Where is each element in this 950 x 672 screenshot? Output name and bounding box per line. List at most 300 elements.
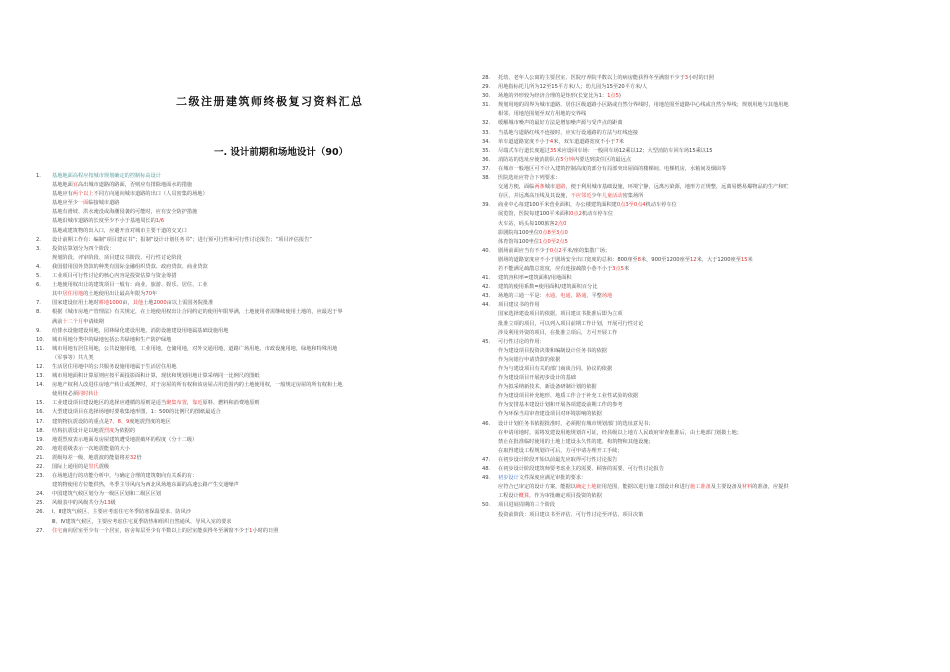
item-text: [498, 447, 922, 456]
item-text: [498, 165, 922, 174]
section-heading: 一. 设计前期和场地设计（90）: [214, 147, 349, 158]
highlighted-text: 35: [549, 147, 557, 154]
item-number: 4.: [36, 263, 41, 270]
item-number: 27.: [36, 527, 45, 534]
text-segment: 规划用地的周界为城市道路、居住区级道路小区路或自然分界线时，用地范围至道路中心线或自然分界线；规划用地与其他用地: [498, 102, 789, 109]
text-segment: 米: [747, 256, 753, 263]
highlighted-text: 耕地1000: [98, 300, 123, 307]
item-text: [498, 320, 922, 329]
text-segment: 、平整: [586, 293, 602, 300]
text-segment: 基地应有: [52, 191, 73, 198]
text-segment: 中国建筑气候区划分为一级区区划和二级区区划: [52, 491, 161, 498]
item-text: [498, 220, 922, 229]
item-text: [498, 347, 922, 356]
text-segment: 禁止在批准临时使用的土地上建设永久性的建、构筑物和其他设施；: [498, 438, 654, 445]
item-text: [498, 174, 922, 183]
text-segment: 基地有滑坡、洪水淹没或海潮侵袭的可能时，应有安全防护措施: [52, 209, 198, 216]
item-number: 12.: [36, 363, 45, 370]
text-segment: 基地沿城市道路的长度至少不小于基地周长的: [52, 218, 156, 225]
list-item: [482, 456, 922, 465]
text-segment: 米，大于1200座至: [696, 256, 741, 263]
list-item: [482, 247, 922, 256]
text-segment: 商业中心每建100平米营业面积，办公楼建筑面积建: [498, 202, 617, 209]
text-segment: 小时的日照: [688, 75, 715, 81]
item-text: [52, 518, 468, 527]
item-text: [498, 511, 922, 520]
highlighted-text: 住宅: [52, 527, 63, 534]
list-item: [482, 119, 922, 128]
highlighted-text: 5分钟: [560, 156, 574, 163]
item-number: 2.: [36, 236, 41, 243]
list-item: [482, 220, 922, 229]
list-item: [482, 83, 922, 92]
list-item: [482, 420, 922, 429]
item-text: [52, 463, 468, 472]
highlighted-text: 0点8至3点0: [539, 229, 568, 236]
text-segment: 震级: [98, 464, 110, 470]
list-item: [482, 274, 922, 283]
list-item: [36, 318, 468, 327]
highlighted-text: 2000: [153, 300, 167, 307]
text-segment: 基地应至少: [52, 200, 78, 207]
text-segment: 城市用地分类中的绿地包括公共绿地和生产防护绿地: [52, 336, 172, 343]
item-text: [52, 227, 468, 236]
list-item: [36, 299, 468, 308]
text-segment: 作为建设项目补充地形、地质工作合于补充工业性试验的依据: [498, 393, 639, 400]
text-segment: 场地的三通一平是：: [498, 293, 545, 300]
item-text: [498, 256, 922, 265]
highlighted-text: 水通: [544, 293, 556, 300]
text-segment: 项目进展周期的三个阶段: [498, 502, 556, 509]
list-item: [36, 463, 468, 472]
item-number: 10.: [36, 336, 45, 343]
text-segment: 剧场的道路宽度应不小于剧场安全出口宽度的总和：800座至: [498, 256, 638, 263]
highlighted-text: 7: [615, 138, 619, 145]
item-text: [498, 274, 922, 283]
text-segment: 土地: [143, 300, 154, 307]
item-number: 20.: [36, 445, 45, 452]
item-text: [498, 92, 922, 101]
text-segment: 震级每差一级，地震波的能量将差: [52, 454, 130, 461]
item-text: [498, 229, 922, 238]
highlighted-text: 初步设计: [498, 475, 519, 482]
list-item: [482, 156, 922, 165]
item-number: 45.: [482, 338, 491, 345]
item-text: [498, 329, 922, 338]
highlighted-text: 儿童活动: [601, 193, 623, 200]
highlighted-text: 1点5: [607, 93, 619, 100]
item-text: [498, 238, 922, 247]
item-number: 48.: [482, 466, 491, 473]
item-text: [52, 408, 468, 417]
text-segment: 米，双车道道路宽度不小于: [553, 138, 616, 145]
highlighted-text: 道路: [555, 184, 566, 191]
item-number: 22.: [36, 464, 45, 470]
text-segment: 级: [110, 500, 116, 507]
list-item: [482, 256, 922, 265]
item-text: [52, 181, 468, 190]
text-segment: 密集场所: [622, 193, 644, 200]
list-item: [482, 374, 922, 383]
item-text: [498, 483, 922, 492]
right-item-list: [482, 74, 922, 520]
item-text: [52, 190, 468, 199]
text-segment: 展览馆，医院每建100平米面积: [498, 211, 571, 218]
list-item: [36, 290, 468, 299]
item-text: [52, 472, 468, 481]
list-item: [36, 408, 468, 417]
item-number: 13.: [36, 373, 45, 380]
text-segment: 国际上通用的是: [52, 464, 89, 470]
text-segment: 设计计划任务书依据批准时，必须附有城市规划部门的选址意见书；: [498, 420, 654, 427]
text-segment: 大型建设项目在选择场地时要收集地形图，1：500的比例尺的图纸最适合: [52, 409, 221, 416]
item-number: 26.: [36, 509, 45, 516]
list-item: [36, 481, 468, 490]
item-number: 37.: [482, 165, 491, 172]
item-text: [52, 445, 468, 454]
text-segment: 申请续期: [83, 318, 104, 325]
highlighted-text: 15: [740, 256, 748, 263]
item-text: [498, 301, 922, 310]
text-segment: 场地的外形较为经济合理的是矩形(长宽比为1：: [498, 93, 608, 100]
text-segment: 高出城市道路的路面，否则应有排除地面水的措施: [77, 182, 193, 189]
item-number: 41.: [482, 275, 491, 282]
highlighted-text: 1点0至2点5: [539, 238, 568, 245]
list-item: [36, 263, 468, 272]
text-segment: 、: [555, 293, 561, 300]
text-segment: 规划阶段、评审阶段、项目建议书阶段、可行性讨论阶段: [52, 254, 182, 261]
item-number: 31.: [482, 102, 491, 109]
highlighted-text: 宜: [72, 182, 78, 189]
list-item: [482, 401, 922, 410]
list-item: [482, 320, 922, 329]
list-item: [36, 199, 468, 208]
text-segment: 的准备，应提供: [752, 484, 789, 491]
list-item: [36, 308, 468, 317]
highlighted-text: 电通: [560, 293, 571, 300]
item-text: [498, 383, 922, 392]
text-segment: 的土地使用出让最高年限为: [83, 291, 146, 298]
item-text: [498, 310, 922, 319]
text-segment: 在城市一般地区可不计入建筑控制高度的部分有局部突出屋面的楼梯间、电梯机房，水箱间及烟囱等: [498, 165, 727, 172]
text-segment: 可行性讨论的作用：: [498, 338, 545, 345]
list-item: [36, 327, 468, 336]
text-segment: 倍: [136, 454, 142, 461]
list-item: [36, 454, 468, 463]
text-segment: 及主要设备及: [710, 484, 742, 491]
text-segment: 在场地进行的功能分析中，与确定合理的建筑朝向有关系的有：: [52, 473, 198, 480]
item-text: [498, 292, 922, 301]
text-segment: 原料、燃料和消费地原则: [202, 400, 260, 407]
list-item: [36, 390, 468, 399]
item-text: [498, 410, 922, 419]
list-item: [36, 508, 468, 517]
item-number: 23.: [36, 473, 45, 480]
list-item: [36, 418, 468, 427]
item-text: [52, 299, 468, 308]
item-text: [498, 110, 922, 119]
item-number: 14.: [36, 382, 45, 389]
text-segment: 小时的日照: [252, 527, 279, 534]
list-item: [482, 229, 922, 238]
item-text: [52, 336, 468, 345]
text-segment: 建筑容积率=建筑面积/用地面积: [498, 275, 572, 282]
text-segment: 城市用地有居住用地，公共设施用地，工业用地，仓储用地，对外交通用地，道路广场用地，市政设施用地，绿地和特殊用地: [52, 345, 338, 352]
text-segment: 根据《城市房地产管理法》有关规定，在土地使用权出让合同约定的使用年限界满，土地使用者需继续使用土地的，应最迟于界: [52, 309, 343, 316]
text-segment: 米: [623, 265, 630, 272]
list-item: [482, 110, 922, 119]
text-segment: 建筑物抗震设防的重点是: [52, 418, 110, 425]
text-segment: 土地使用权出让的建筑项目一般有：商业、旅游、娱乐、居住、工业: [52, 282, 208, 289]
text-segment: 在初步设计阶段开始以前最先应取得可行性讨论报告: [498, 456, 618, 463]
item-text: [52, 372, 468, 381]
item-text: [52, 345, 468, 354]
text-segment: 作为建设项目开展初步设计的基础: [498, 375, 576, 382]
highlighted-text: 两个以上: [72, 191, 94, 198]
highlighted-text: 一面: [77, 200, 89, 207]
item-number: 49.: [482, 475, 491, 482]
text-segment: 机动车停车位: [645, 202, 677, 209]
item-text: [498, 101, 922, 110]
item-text: [498, 138, 922, 147]
text-segment: 亩，: [122, 300, 133, 307]
list-item: [482, 92, 922, 101]
item-text: [52, 418, 468, 427]
highlighted-text: 0点3至0点4: [616, 202, 646, 209]
text-segment: （军事等）共九类: [52, 354, 94, 361]
item-text: [52, 508, 468, 517]
highlighted-text: 居住用地: [62, 291, 84, 298]
list-item: [482, 483, 922, 492]
highlighted-text: 靠近: [192, 400, 203, 407]
item-text: [52, 527, 468, 536]
item-text: [52, 381, 468, 390]
text-segment: 国家选择建设项目的依据，项目建议书批准后即为立项: [498, 311, 623, 318]
list-item: [482, 474, 922, 483]
text-segment: 消防站的选址应使消防队在: [498, 156, 561, 163]
text-segment: 、: [570, 293, 576, 300]
text-segment: 基地地面: [52, 182, 73, 189]
text-segment: 火车站，码头每100旅客: [498, 220, 555, 227]
text-segment: 当基地与道路红线不连接时，应实行设通路的方法与红线连接: [498, 129, 639, 136]
text-segment: 米应设回车场：一般回车场12乘以12；大型消防车回车场15乘以15: [556, 147, 713, 154]
list-item: [482, 283, 922, 292]
list-item: [36, 345, 468, 354]
item-text: [498, 83, 922, 92]
item-text: [52, 290, 468, 299]
list-item: [482, 147, 922, 156]
item-text: [52, 363, 468, 372]
text-segment: 缓解城市噪声的最好方法是增加噪声源与受声点的距离: [498, 120, 623, 127]
item-text: [498, 492, 922, 501]
list-item: [482, 301, 922, 310]
highlighted-text: 路通: [575, 293, 587, 300]
text-segment: 基地或建筑物的出入口，应避开直对城市主要干道的交叉口: [52, 227, 187, 234]
text-segment: 托幼、老年人公寓的主要居室、医院疗养院半数以上的病房能获得冬至满窗不少于: [498, 75, 685, 81]
list-item: [36, 427, 468, 436]
item-text: [498, 338, 922, 347]
item-number: 42.: [482, 284, 491, 291]
item-number: 9.: [36, 327, 41, 334]
highlighted-text: 不应邻近: [570, 193, 592, 200]
text-segment: 单车道道路宽度不小于: [498, 138, 550, 145]
text-segment: 交通方便，面临: [498, 184, 535, 191]
list-item: [482, 238, 922, 247]
text-segment: 若不能满足疏散总宽度，应有连接疏散小巷不小于: [498, 265, 613, 272]
item-text: [498, 474, 922, 483]
item-text: [52, 236, 468, 245]
item-text: [498, 74, 922, 83]
text-segment: 作为建设项目投资决策和编制设计任务书的依据: [498, 347, 607, 354]
text-segment: 文件深度应满足审批的要求：: [518, 475, 587, 482]
list-item: [482, 292, 922, 301]
text-segment: 国家建设征用土地时: [52, 300, 99, 307]
text-segment: 城市用地面积计算原则应按平面投影面积计算，现状和规划用地计算采纳同一比例尺的图纸: [52, 373, 260, 380]
item-number: 36.: [482, 156, 491, 163]
highlighted-text: 13: [103, 500, 111, 507]
item-text: [52, 427, 468, 436]
item-text: [498, 356, 922, 365]
highlighted-text: 1/6: [155, 218, 165, 225]
list-item: [36, 336, 468, 345]
list-item: [36, 472, 468, 481]
text-segment: 地震震级表示一次地震能量的大小: [52, 445, 130, 452]
item-text: [498, 210, 922, 219]
item-number: 16.: [36, 409, 45, 416]
list-item: [482, 356, 922, 365]
item-text: [498, 183, 922, 192]
item-text: [52, 281, 468, 290]
text-segment: 在取得建设工程规划许可后，方可申请办理开工手续；: [498, 447, 623, 454]
item-text: [498, 374, 922, 383]
item-text: [498, 265, 922, 274]
item-text: [498, 201, 922, 210]
item-text: [52, 436, 468, 445]
text-segment: 工程设计: [498, 493, 519, 500]
text-segment: 为依据的: [114, 427, 136, 434]
list-item: [36, 236, 468, 245]
text-segment: ，便于利用城市基础设施，环境宁静，远离污染源，地形方正规整，远离易燃易爆物品的生产和贮: [565, 184, 789, 191]
text-segment: 建筑的使用系数=使用面积/建筑面积百分比: [498, 284, 598, 291]
item-text: [52, 481, 468, 490]
item-text: [52, 172, 468, 181]
text-segment: 批准立项的项目，可以列入项目前期工作计划，开展可行性讨论: [498, 320, 644, 327]
list-item: [482, 138, 922, 147]
item-text: [52, 217, 468, 226]
item-number: 25.: [36, 500, 45, 507]
item-number: 15.: [36, 400, 45, 407]
item-number: 35.: [482, 147, 491, 154]
item-number: 5.: [36, 273, 41, 280]
item-text: [498, 247, 922, 256]
item-text: [498, 129, 922, 138]
text-segment: 征用范围，能据以进行施工图设计和进行: [596, 484, 690, 491]
item-text: [498, 156, 922, 165]
text-segment: 投资估算划分为四个阶段：: [52, 245, 115, 252]
item-text: [52, 272, 468, 281]
item-text: [52, 245, 468, 254]
list-item: [482, 329, 922, 338]
highlighted-text: 7、8、9: [109, 418, 130, 425]
list-item: [482, 338, 922, 347]
item-number: 39.: [482, 202, 491, 209]
item-number: 7.: [36, 300, 41, 307]
list-item: [482, 201, 922, 210]
text-segment: 机动车停车位: [581, 211, 614, 218]
list-item: [482, 410, 922, 419]
item-number: 21.: [36, 454, 45, 461]
item-text: [52, 254, 468, 263]
item-text: [52, 327, 468, 336]
list-item: [482, 265, 922, 274]
item-text: [498, 401, 922, 410]
text-segment: 南向居室至少有一个居室，宿舍每层至少有半数以上的居室能获得冬至满窗不少于: [62, 527, 250, 534]
item-text: [52, 399, 468, 408]
text-segment: 生活居住用地中的公共服务设施用地属于生活居住用地: [52, 363, 177, 370]
text-segment: 作为安排基本建设计划和开展各项建设前期工作的参考: [498, 402, 623, 409]
text-segment: 用地指标托儿所为12至15平方米/人；幼儿园为15至20平方米/人: [498, 84, 648, 91]
item-number: 47.: [482, 456, 491, 463]
list-item: [36, 190, 468, 199]
list-item: [36, 518, 468, 527]
item-text: [52, 390, 468, 399]
list-item: [36, 354, 468, 363]
list-item: [482, 347, 922, 356]
list-item: [482, 501, 922, 510]
item-number: 40.: [482, 247, 491, 254]
text-segment: 在申请用地时，需将发建设用地规划许可证，经县级以上地方人民政府审查批准后，由土地部门划拨土地；: [498, 429, 742, 436]
list-item: [482, 101, 922, 110]
list-item: [482, 447, 922, 456]
text-segment: 项目建议书的作用: [498, 302, 540, 309]
text-segment: 工业建设项目建设地区的选择应遵循的原则是适当: [52, 400, 167, 407]
item-number: 34.: [482, 138, 491, 145]
text-segment: 临接城市道路: [88, 200, 120, 207]
text-segment: 米: [618, 138, 624, 145]
item-number: 3.: [36, 245, 41, 252]
list-item: [36, 281, 468, 290]
list-item: [36, 527, 468, 536]
text-segment: ，: [186, 400, 193, 407]
highlighted-text: 8: [637, 256, 641, 263]
list-item: [36, 217, 468, 226]
text-segment: 应符合已审定的设计方案，能据以: [498, 484, 576, 491]
text-segment: 房地产权利人改进住房地产转让或抵押时，对于房屋的所有权和该房屋占用范围内的土地使用权，一般规定房屋的所有权和土地: [52, 382, 343, 389]
item-number: 6.: [36, 282, 41, 289]
list-item: [36, 363, 468, 372]
highlighted-text: 32: [129, 454, 137, 461]
item-text: [52, 499, 468, 508]
list-item: [36, 172, 468, 181]
list-item: [36, 399, 468, 408]
item-text: [52, 199, 468, 208]
text-segment: Ⅰ、Ⅱ建筑气候区，主要应考虑住宅冬季防寒保温要求、防风沙: [52, 509, 191, 516]
text-segment: 地震烈度表示地面及房屋建筑遭受地震破坏的程度（分十二级）: [52, 436, 198, 443]
text-segment: 结构抗震设计是以地震: [52, 427, 104, 434]
item-text: [52, 354, 468, 363]
list-item: [36, 227, 468, 236]
text-segment: 剧场前面应当有不少于: [498, 247, 550, 254]
text-segment: 涉及利用外资的项目，在批准立项后，方可开展工作: [498, 329, 618, 336]
list-item: [482, 438, 922, 447]
highlighted-text: 里氏: [88, 464, 99, 470]
item-number: 50.: [482, 502, 491, 509]
item-text: [498, 456, 922, 465]
highlighted-text: 12: [689, 256, 697, 263]
item-number: 11.: [36, 345, 45, 352]
list-item: [482, 129, 922, 138]
text-segment: 亩以上需国务院批准: [166, 300, 214, 307]
